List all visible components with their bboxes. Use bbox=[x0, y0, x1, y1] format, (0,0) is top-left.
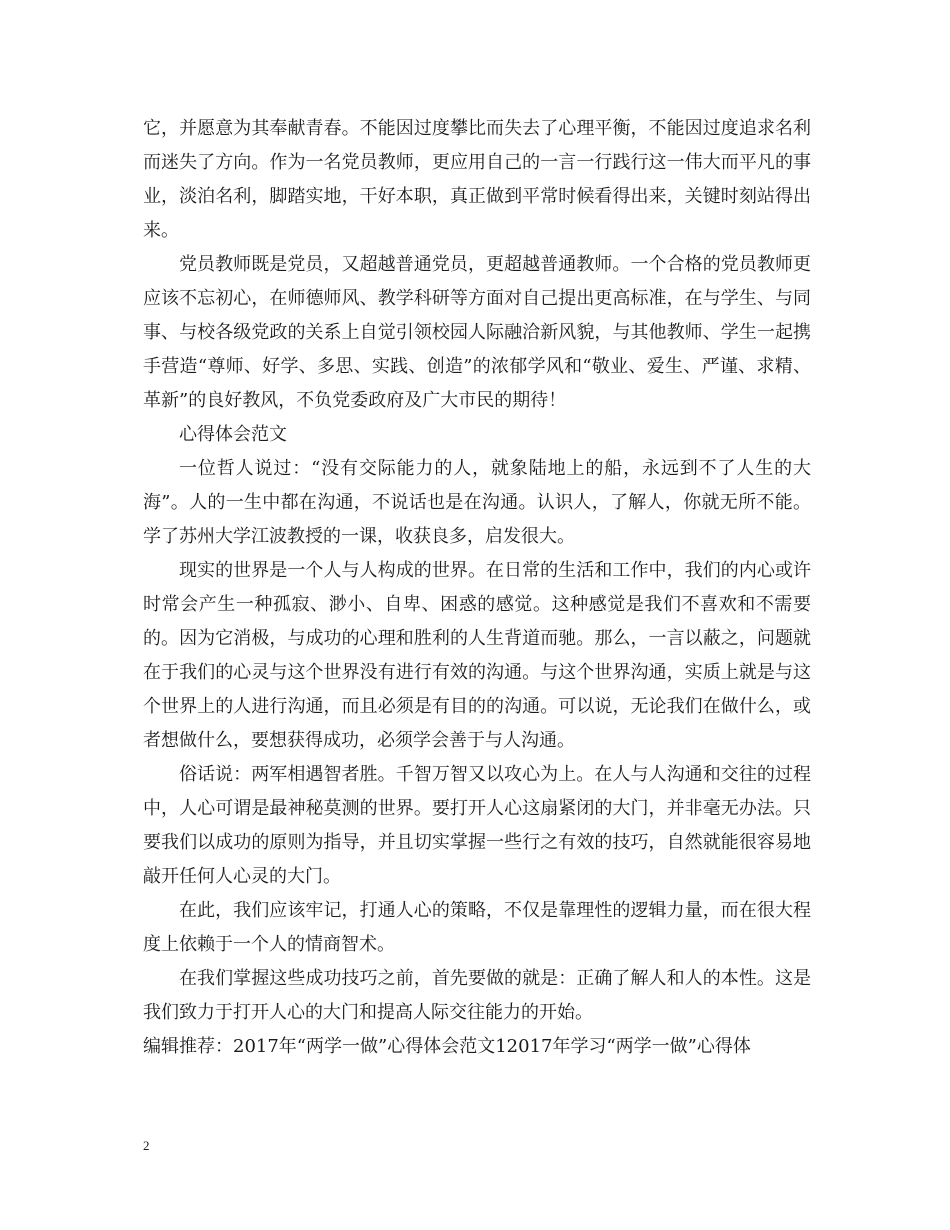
paragraph-proverb: 俗话说：两军相遇智者胜。千智万智又以攻心为上。在人与人沟通和交往的过程中，人心可谓是最神秘莫测的世界。要打开人心这扇紧闭的大门，并非毫无办法。只要我们以成功的原则为指导，并且切实掌握一些行之有效的技巧，自然就能很容易地敲开任何人心灵的大门。 bbox=[143, 764, 811, 887]
paragraph-remember: 在此，我们应该牢记，打通人心的策略，不仅是靠理性的逻辑力量，而在很大程度上依赖于一个人的情商智术。 bbox=[143, 900, 811, 955]
paragraph-before-skills: 在我们掌握这些成功技巧之前，首先要做的就是：正确了解人和人的本性。这是我们致力于打开人心的大门和提高人际交往能力的开始。 bbox=[143, 968, 811, 1023]
paragraph-real-world: 现实的世界是一个人与人构成的世界。在日常的生活和工作中，我们的内心或许时常会产生一种孤寂、渺小、自卑、困惑的感觉。这种感觉是我们不喜欢和不需要的。因为它消极，与成功的心理和胜利的人生背道而驰。那么，一言以蔽之，问题就在于我们的心灵与这个世界没有进行有效的沟通。与这个世界沟通，实质上就是与这个世界上的人进行沟通，而且必须是有目的的沟通。可以说，无论我们在做什么，或者想做什么，要想获得成功，必须学会善于与人沟通。 bbox=[143, 560, 811, 751]
document-body bbox=[143, 112, 811, 1064]
paragraph-party-teacher: 党员教师既是党员，又超越普通党员，更超越普通教师。一个合格的党员教师更应该不忘初心，在师德师风、教学科研等方面对自己提出更高标准，在与学生、与同事、与校各级党政的关系上自觉引领校园人际融洽新风貌，与其他教师、学生一起携手营造“尊师、好学、多思、实践、创造”的浓郁学风和“敬业、爱生、严谨、求精、革新”的良好教风，不负党委政府及广大市民的期待！ bbox=[143, 254, 811, 411]
paragraph-continuation: 它，并愿意为其奉献青春。不能因过度攀比而失去了心理平衡，不能因过度追求名利而迷失了方向。作为一名党员教师，更应用自己的一言一行践行这一伟大而平凡的事业，淡泊名利，脚踏实地，干好本职，真正做到平常时候看得出来，关键时刻站得出来。 bbox=[143, 118, 811, 241]
page-number: 2 bbox=[143, 1138, 150, 1153]
section-heading: 心得体会范文 bbox=[179, 424, 287, 445]
editor-recommendation: 编辑推荐：2017年“两学一做”心得体会范文12017年学习“两学一做”心得体 bbox=[143, 1036, 751, 1057]
paragraph-philosopher-quote: 一位哲人说过：“没有交际能力的人，就象陆地上的船，永远到不了人生的大海”。人的一生中都在沟通，不说话也是在沟通。认识人，了解人，你就无所不能。学了苏州大学江波教授的一课，收获良多，启发很大。 bbox=[143, 458, 811, 547]
